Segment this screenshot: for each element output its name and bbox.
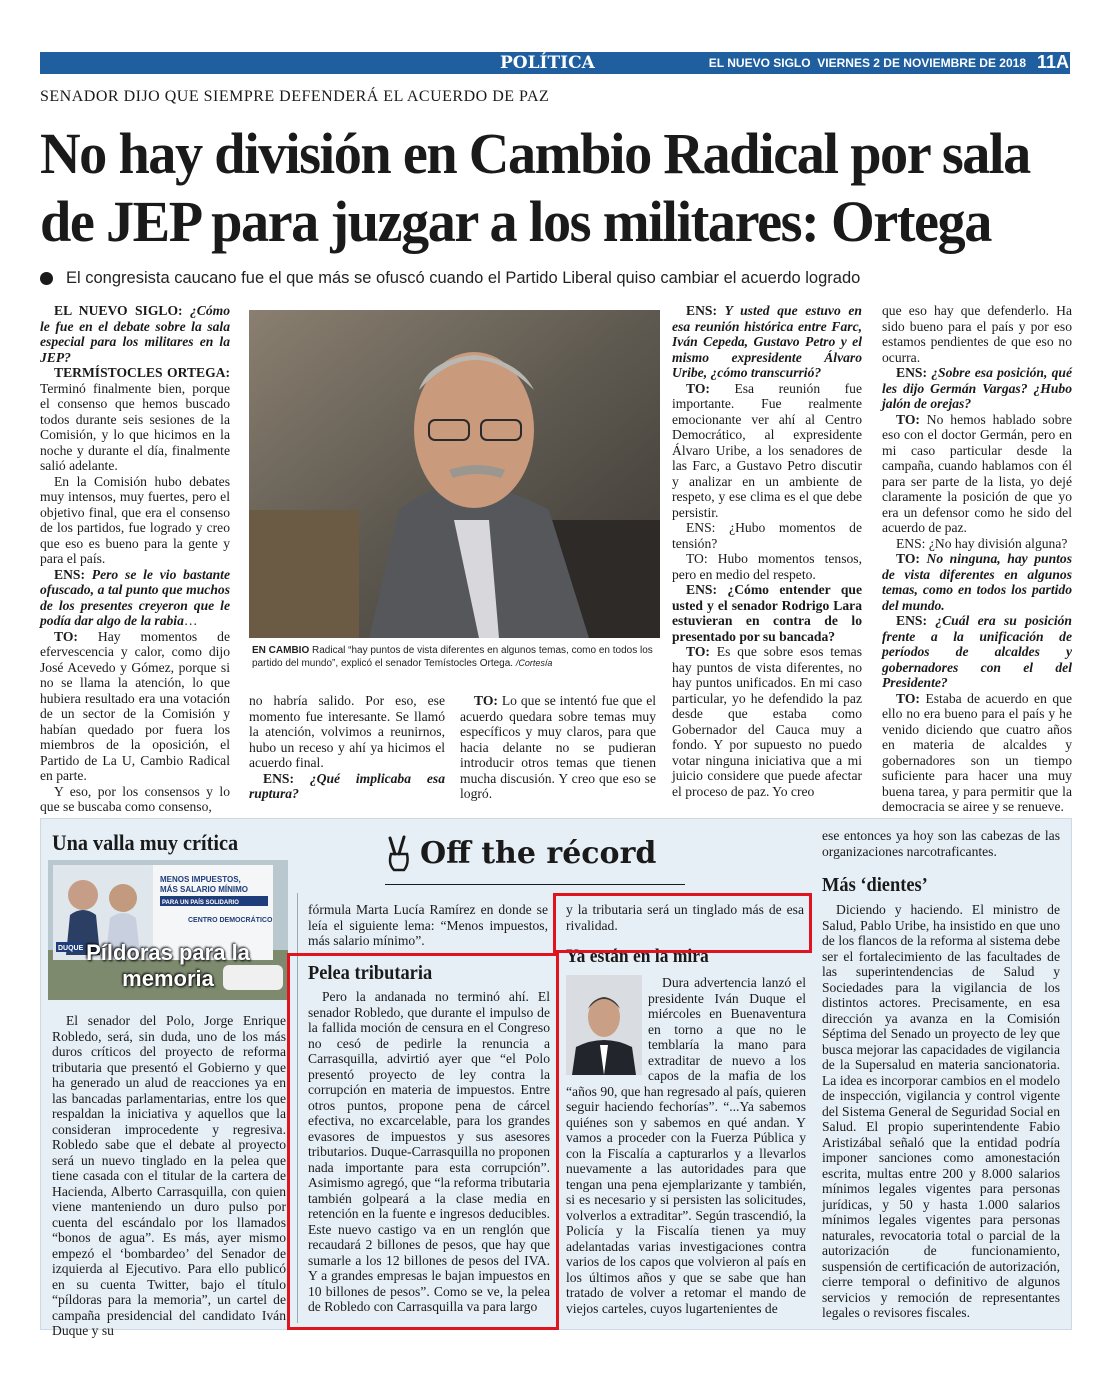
valla-continued: fórmula Marta Lucía Ramírez en donde se leía el siguiente lema: “Menos impuestos, más salario mínimo”. <box>308 902 548 948</box>
section-name: POLÍTICA <box>500 53 595 73</box>
svg-text:MÁS SALARIO MÍNIMO: MÁS SALARIO MÍNIMO <box>160 885 248 894</box>
issue-date: VIERNES 2 DE NOVIEMBRE DE 2018 <box>817 56 1026 70</box>
highlight-box <box>287 953 559 1330</box>
article-column-2: no habría salido. Por eso, ese momento fue interesante. Se llamó la atención, volvimos a reunirnos, hubo un receso y ahí ya hicimos el acuerdo final. ENS: ¿Qué implicaba esa ruptura? <box>249 693 445 801</box>
off-the-record-title: Off the récord <box>420 836 657 871</box>
article-column-5: que eso hay que defenderlo. Ha sido bueno para el país y por eso estamos pendientes de que eso no ocurra. ENS: ¿Sobre esa posición, qué les dijo Germán Vargas? ¿Hubo jalón de orejas? TO: No hemos hablado sobre eso con el doctor Germán, pero en mi caso particular desde la campaña, cuando hablamos con él para ser parte de la lista, yo dejé claramente la posición de que yo era un defensor como he sido del acuerdo de paz. ENS: ¿No hay división alguna? TO: No ninguna, hay puntos de vista diferentes en algunos temas, como en todos los partido del mundo. ENS: ¿Cuál era su posición frente a la unificación de períodos de alcaldes y gobernadores con el del Presidente? TO: Estaba de acuerdo en que ello no era bueno para el país y he venido diciendo que cuatro años en materia de alcaldes y gobernadores son un tiempo suficiente para hacer una muy buena tarea, y para permitir que la democracia se airee y se renueve. <box>882 303 1072 814</box>
page-number: 11A <box>1036 52 1070 72</box>
svg-text:DUQUE: DUQUE <box>58 945 84 952</box>
title-rule <box>385 884 685 885</box>
pelea-continued: y la tributaria será un tinglado más de esa rivalidad. <box>566 902 804 933</box>
publication-date <box>709 52 1026 74</box>
pelea-title: Pelea tributaria <box>308 962 433 984</box>
valla-title: Una valla muy crítica <box>52 830 239 855</box>
mira-continued: ese entonces ya hoy son las cabezas de las organizaciones narcotraficantes. <box>822 828 1060 859</box>
victory-hand-icon <box>382 834 414 874</box>
mira-body: Dura advertencia lanzó el presidente Iván Duque el miércoles en Buenaventura en torno a que no le temblaría la mano para extraditar de nuevo a los capos de la mafia de los “años 90, que han regresado al país, quieren seguir haciendo fechorías”. “...Ya sabemos quiénes son y sabemos en qué andan. Y vamos a proceder con la Fuerza Pública y con la Fiscalía a capturarlos y a llevarlos nuevamente a las autoridades para que tengan una pena ejemplarizante y también, si es necesario y si persisten las solicitudes, volverlos a extraditar”. Según trascendió, la Policía y la Fiscalía tienen ya muy adelantadas varias investigaciones contra varios de los capos que volvieron al país en los últimos años y que se sabe que han tratado de volver a retomar el mando de viejos carteles, cuyos lugartenientes de <box>566 975 806 1316</box>
bullet-icon <box>40 272 53 285</box>
article-column-4: ENS: Y usted que estuvo en esa reunión histórica entre Farc, Iván Cepeda, Gustavo Petro y el mismo expresidente Álvaro Uribe, ¿cómo transcurrió? TO: Esa reunión fue importante. Fue realmente emocionante ver ahí al Centro Democrático, al expresidente Álvaro Uribe, a los senadores de las Farc, a Gustavo Petro discutir y analizar en un ambiente de respeto, y ese clima es el que debe persistir. ENS: ¿Hubo momentos de tensión? TO: Hubo momentos tensos, pero en medio del respeto. ENS: ¿Cómo entender que usted y el senador Rodrigo Lara estuvieran en contra de lo presentado por su bancada? TO: Es que sobre esos temas hay puntos de vista diferentes, no hay puntos unificados. En mi caso particular, yo he defendido la paz desde que estaba como Gobernador del Cauca muy a fondo. Y por supuesto no puedo votar ninguna iniciativa que a mi juicio considere que puede afectar el proceso de paz. Yo creo <box>672 303 863 799</box>
dientes-title: Más ‘dientes’ <box>822 874 928 896</box>
photo-overlay-title: Píldoras para la memoria <box>86 940 250 991</box>
dientes-body: Diciendo y haciendo. El ministro de Salud, Pablo Uribe, ha insistido en que uno de los flancos de la reforma al sistema debe ser el fortalecimiento de las facultades de las superintendencias de Salud y Sociedades para la vigilancia de los distintos actores. Precisamente, en esa dirección ya avanza en la Comisión Séptima del Senado un proyecto de ley que busca mejorar las capacidades de vigilancia de la Supersalud en materia sancionatoria. La idea es incorporar cambios en el modelo de inspección, vigilancia y control vigente del Sistema General de Seguridad Social en Salud. El propio superintendente Fabio Aristizábal señaló que la entidad podría imponer sanciones como amonestación escrita, multas entre 200 y 8.000 salarios mínimos legales vigentes para personas jurídicas, y 50 y hasta 1.000 salarios mínimos legales vigentes para personas naturales, revocatoria total o parcial de la autorización de funcionamiento, suspensión de certificación de autorización, cierre temporal o definitivo de algunos servicios y remoción de representantes legales o revisores fiscales. <box>822 902 1060 1320</box>
duque-photo <box>566 975 642 1075</box>
headline: No hay división en Cambio Radical por sala de JEP para juzgar a los militares: Ortega <box>40 121 1030 254</box>
senator-photo <box>249 310 660 638</box>
article-column-1: EL NUEVO SIGLO: ¿Cómo le fue en el debate sobre la sala especial para los militares en la JEP? TERMÍSTOCLES ORTEGA: Terminó finalmente bien, porque el consenso que hemos buscado todos durante seis sesiones de la Comisión, y lo que hicimos en la noche y durante el día, finalmente salió adelante. En la Comisión hubo debates muy intensos, muy fuertes, pero el objetivo final, que era el consenso de los partidos, fue logrado y creo que eso es bueno para la gente y para el país. ENS: Pero se le vio bastante ofuscado, a tal punto que muchos de los presentes creyeron que le podía dar algo de la rabia… TO: Hay momentos de efervescencia y calor, como dijo José Acevedo y Gómez, porque si no se llama la atención, lo que hubiera resultado era una votación de un sector de la Comisión y habían quedado por fuera los miembros de la oposición, el Partido de La U, Cambio Radical en parte. Y eso, por los consensos y lo que se buscaba como consenso, <box>40 303 230 814</box>
kicker: SENADOR DIJO QUE SIEMPRE DEFENDERÁ EL ACUERDO DE PAZ <box>40 88 550 105</box>
photo-caption: EN CAMBIO Radical “hay puntos de vista diferentes en algunos temas, como en todos los partido del mundo”, explicó el senador Temístocles Ortega. /Cortesía <box>252 645 653 669</box>
publication-name: EL NUEVO SIGLO <box>708 56 811 70</box>
svg-text:PARA UN PAÍS SOLIDARIO: PARA UN PAÍS SOLIDARIO <box>162 900 239 906</box>
svg-text:MENOS IMPUESTOS,: MENOS IMPUESTOS, <box>160 875 241 884</box>
subtitle: El congresista caucano fue el que más se ofuscó cuando el Partido Liberal quiso cambiar el acuerdo logrado <box>66 269 861 287</box>
pelea-body: Pero la andanada no terminó ahí. El senador Robledo, que durante el impulso de la fallida moción de censura en el Congreso no cesó de pedirle la renuncia a Carrasquilla, advirtió ayer que “el Polo presentó proyecto de ley contra la corrupción en materia de impuestos. Entre otros puntos, propone pena de cárcel efectiva, no excarcelable, para los grandes evasores de impuestos y sus asesores tributarios. Duque-Carrasquilla no proponen nada importante para esta corrupción”. Asimismo agregó, que “la reforma tributaria también golpeará a la clase media en retención en la fuente e ingresos deducibles. Este nuevo castigo va en un renglón que recaudará 2 billones de pesos, que hay que sumarle a los 12 billones de pesos del IVA. Y a grandes empresas le bajan impuestos en 10 billones de pesos”. Como se ve, la pelea de Robledo con Carrasquilla va para largo <box>308 989 550 1314</box>
valla-body: El senador del Polo, Jorge Enrique Robledo, será, sin duda, uno de los más duros críticos del proyecto de reforma tributaria que presentó el Gobierno y que ha generado un alud de reacciones ya en las bancadas parlamentarias, entre los que respaldan la iniciativa y aquellos que la consideran improcedente y regresiva. Robledo sabe que el debate al proyecto será un nuevo tinglado en la pelea que tiene casada con el titular de la cartera de Hacienda, Alberto Carrasquilla, con quien viene manteniendo un duro pulso por cuenta del escándalo por los llamados “bonos de agua”. Es más, ayer mismo empezó el ‘bombardeo’ del Senador de izquierda al Ejecutivo. Para ello publicó en su cuenta Twitter, bajo el título “píldoras para la memoria”, un cartel de campaña presidencial del candidato Iván Duque y su <box>52 1013 286 1338</box>
svg-text:CENTRO DEMOCRÁTICO: CENTRO DEMOCRÁTICO <box>188 917 273 924</box>
mira-title: Ya están en la mira <box>566 946 709 967</box>
article-column-3: TO: Lo que se intentó fue que el acuerdo quedara sobre temas muy específicos y muy claros, para que hacia delante no se pudieran introducir otros temas que tienen mucha discusión. Y creo que eso se logró. <box>460 693 656 801</box>
highlight-box <box>553 893 812 953</box>
